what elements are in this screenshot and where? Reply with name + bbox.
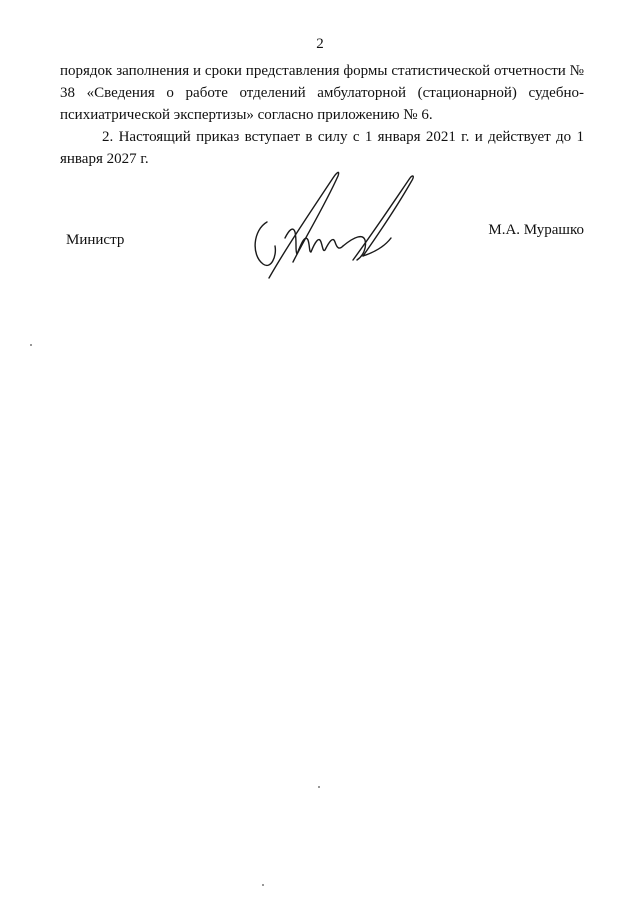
signer-position: Министр (66, 232, 125, 248)
page-number: 2 (316, 36, 324, 52)
paragraph-effective-date: 2. Настоящий приказ вступает в силу с 1 января 2021 г. и действует до 1 января 2027 г. (60, 129, 584, 167)
scan-speck (262, 884, 264, 886)
scan-speck (318, 786, 320, 788)
handwritten-signature-icon (245, 160, 425, 285)
signature-block (60, 160, 584, 290)
paragraph-order-procedure: порядок заполнения и сроки представления формы статистической отчетности № 38 «Сведения о работе отделений амбулаторной (стационарной) судебно-психиатрической экспертизы» согласно приложению № 6. (60, 63, 584, 123)
signer-name: М.А. Мурашко (488, 222, 584, 238)
document-body (60, 60, 584, 170)
scan-speck (30, 344, 32, 346)
